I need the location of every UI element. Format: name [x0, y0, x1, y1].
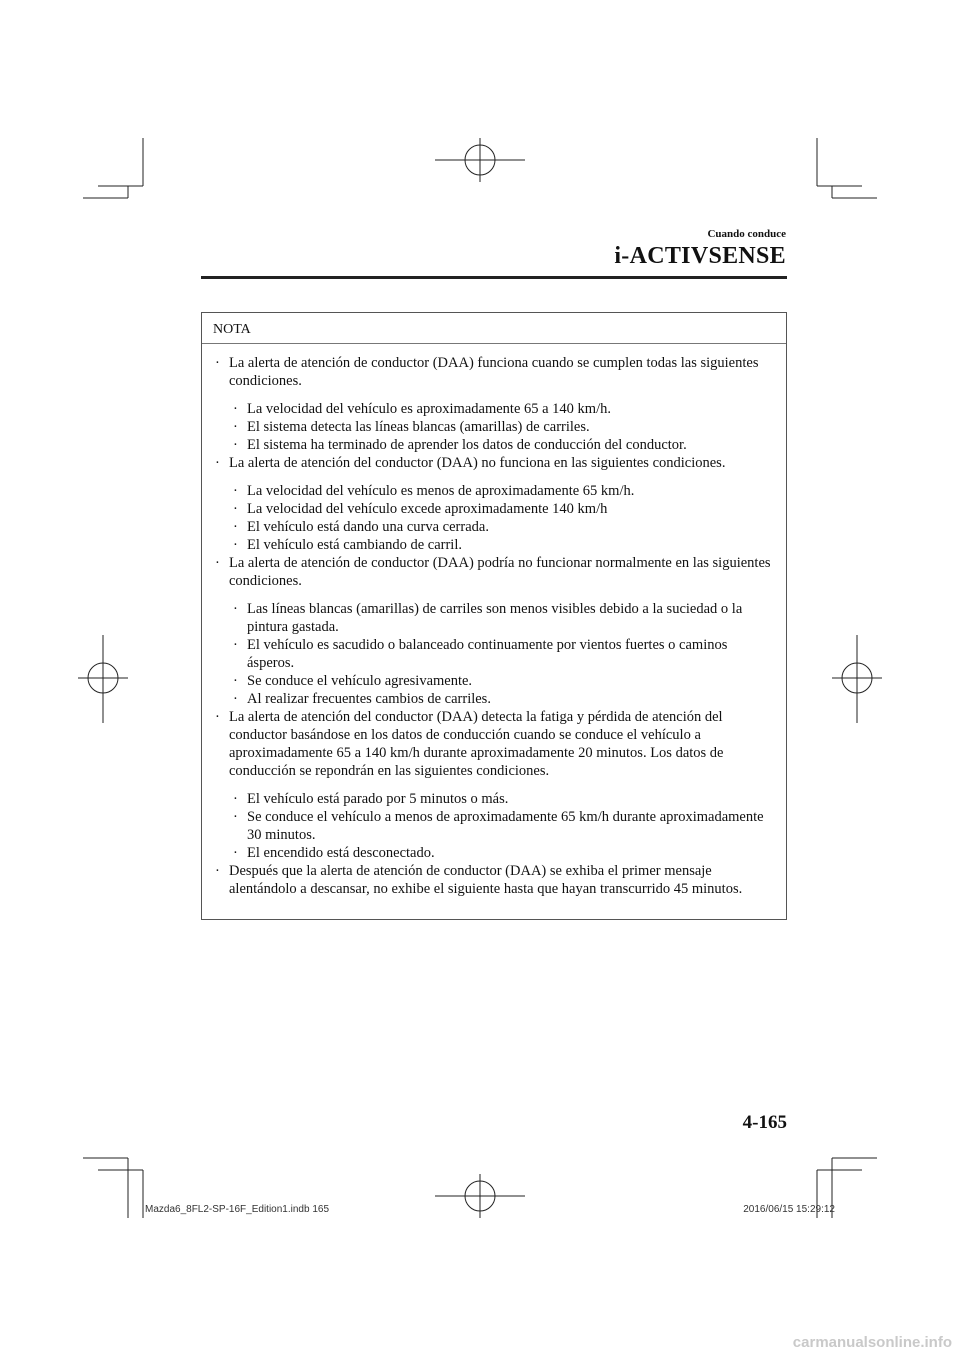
sub-bullet-item: · Se conduce el vehículo agresivamente. — [233, 673, 473, 689]
sub-bullet-item: · Las líneas blancas (amarillas) de carriles son menos visibles debido a la suciedad o la pintura gastada. — [233, 601, 743, 635]
sub-bullet-item: · La velocidad del vehículo es aproximadamente 65 a 140 km/h. — [233, 401, 611, 417]
sub-bullet-item: · El vehículo está cambiando de carril. — [233, 537, 462, 553]
sub-bullet-item: · El sistema ha terminado de aprender los datos de conducción del conductor. — [233, 437, 687, 453]
footer-timestamp: 2016/06/15 15:29:12 — [743, 1204, 835, 1215]
bullet-item: · La alerta de atención de conductor (DAA) funciona cuando se cumplen todas las siguientes condiciones. — [215, 355, 759, 389]
bullet-item: · La alerta de atención del conductor (DAA) no funciona en las siguientes condiciones. — [215, 455, 726, 471]
sub-bullet-item: · El sistema detecta las líneas blancas (amarillas) de carriles. — [233, 419, 590, 435]
sub-bullet-item: · El vehículo está parado por 5 minutos o más. — [233, 791, 509, 807]
sub-bullet-item: · El encendido está desconectado. — [233, 845, 435, 861]
note-divider — [202, 343, 786, 344]
footer-file-name: Mazda6_8FL2-SP-16F_Edition1.indb 165 — [145, 1204, 330, 1215]
bullet-item: · La alerta de atención de conductor (DAA) podría no funcionar normalmente en las siguientes condiciones. — [215, 555, 771, 589]
note-box — [201, 312, 787, 920]
sub-bullet-item: · La velocidad del vehículo excede aproximadamente 140 km/h — [233, 501, 608, 517]
chapter-title: i-ACTIVSENSE — [614, 243, 786, 269]
bullet-item: · La alerta de atención del conductor (DAA) detecta la fatiga y pérdida de atención del conductor basándose en los datos de conducción cuando se conduce el vehículo a aproximadamente 65 a 140 km/h durante aproximadamente 20 minutos. Los datos de conducción se repondrán en las siguientes condiciones. — [215, 709, 724, 779]
note-heading: NOTA — [213, 322, 251, 337]
bullet-item: · Después que la alerta de atención de conductor (DAA) se exhiba el primer mensaje alentándolo a descansar, no exhibe el siguiente hasta que hayan transcurrido 45 minutos. — [215, 863, 743, 897]
sub-bullet-item: · Al realizar frecuentes cambios de carriles. — [233, 691, 491, 707]
watermark: carmanualsonline.info — [792, 1334, 952, 1351]
sub-bullet-item: · Se conduce el vehículo a menos de aproximadamente 65 km/h durante aproximadamente 30 minutos. — [233, 809, 764, 843]
sub-bullet-item: · El vehículo es sacudido o balanceado continuamente por vientos fuertes o caminos ásperos. — [233, 637, 728, 671]
header-rule — [201, 276, 787, 279]
sub-bullet-item: · La velocidad del vehículo es menos de aproximadamente 65 km/h. — [233, 483, 635, 499]
note-body — [212, 354, 772, 898]
sub-bullet-item: · El vehículo está dando una curva cerrada. — [233, 519, 489, 535]
section-label: Cuando conduce — [707, 228, 786, 240]
page-number: 4-165 — [742, 1112, 787, 1133]
